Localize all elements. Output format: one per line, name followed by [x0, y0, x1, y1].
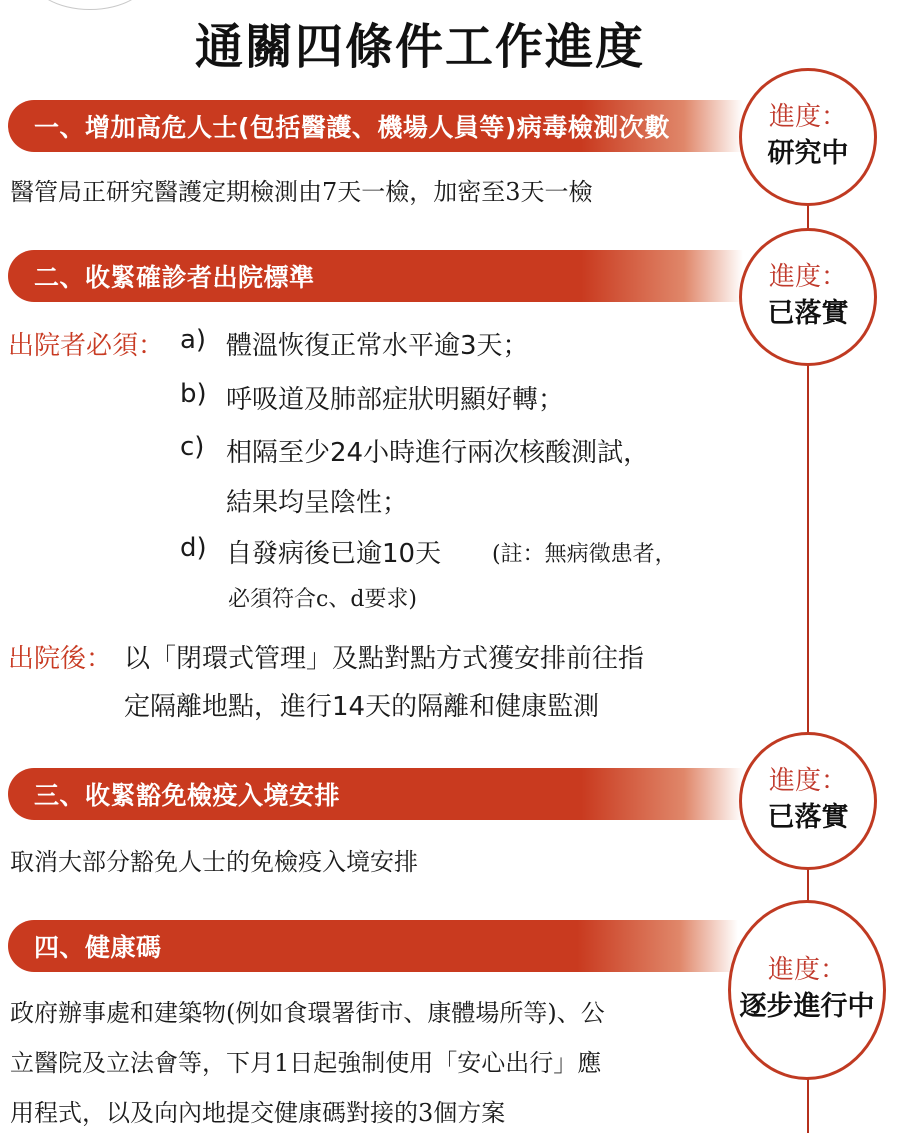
- after-discharge-line2: 定隔離地點，進行14天的隔離和健康監測: [124, 692, 600, 722]
- section-2-banner: [8, 250, 743, 302]
- criterion-d-note-line1: (註：無病徵患者，: [492, 542, 677, 567]
- criterion-b-text: 呼吸道及肺部症狀明顯好轉；: [226, 385, 565, 415]
- criterion-c-text-line1: 相隔至少24小時進行兩次核酸測試，: [226, 438, 650, 468]
- section-2-heading: 二、收緊確診者出院標準: [34, 263, 315, 292]
- criterion-b-marker: b): [180, 379, 207, 409]
- criterion-c-text-line2: 結果均呈陰性；: [226, 488, 409, 518]
- progress-status: 研究中: [767, 138, 849, 169]
- progress-status: 逐步進行中: [739, 991, 875, 1022]
- section-4-body-line3: 用程式，以及向內地提交健康碼對接的3個方案: [10, 1099, 506, 1127]
- section-4-heading: 四、健康碼: [34, 933, 162, 962]
- section-2-progress-badge: [739, 228, 877, 366]
- section-3-banner: [8, 768, 743, 820]
- discharge-must-label: 出院者必須：: [8, 331, 165, 361]
- section-4-progress-badge: [728, 900, 886, 1080]
- after-discharge-label: 出院後：: [8, 644, 113, 674]
- section-4-body-line1: 政府辦事處和建築物(例如食環署街市、康體場所等)、公: [10, 999, 605, 1027]
- progress-label: 進度：: [768, 102, 847, 132]
- section-3-progress-badge: [739, 732, 877, 870]
- criterion-a-text: 體溫恢復正常水平逾3天；: [226, 331, 529, 361]
- section-1-progress-badge: [739, 68, 877, 206]
- page-title: 通關四條件工作進度: [194, 19, 645, 75]
- progress-status: 已落實: [767, 298, 849, 329]
- progress-label: 進度：: [767, 955, 846, 985]
- section-3-heading: 三、收緊豁免檢疫入境安排: [34, 781, 341, 810]
- criterion-a-marker: a): [180, 325, 207, 355]
- section-4-body-line2: 立醫院及立法會等，下月1日起強制使用「安心出行」應: [10, 1049, 602, 1077]
- section-1-banner: [8, 100, 743, 152]
- progress-status: 已落實: [767, 802, 849, 833]
- section-1-heading: 一、增加高危人士(包括醫護、機場人員等)病毒檢測次數: [34, 113, 670, 142]
- criterion-d-marker: d): [180, 533, 207, 563]
- criterion-c-marker: c): [180, 432, 205, 462]
- after-discharge-line1: 以「閉環式管理」及點對點方式獲安排前往指: [124, 644, 645, 674]
- section-3-body: 取消大部分豁免人士的免檢疫入境安排: [10, 848, 418, 876]
- criterion-d-text: 自發病後已逾10天: [226, 539, 442, 569]
- criterion-d-note-line2: 必須符合c、d要求): [228, 587, 417, 612]
- progress-label: 進度：: [768, 766, 847, 796]
- progress-label: 進度：: [768, 262, 847, 292]
- section-1-body: 醫管局正研究醫護定期檢測由7天一檢，加密至3天一檢: [10, 178, 593, 206]
- section-4-banner: [8, 920, 738, 972]
